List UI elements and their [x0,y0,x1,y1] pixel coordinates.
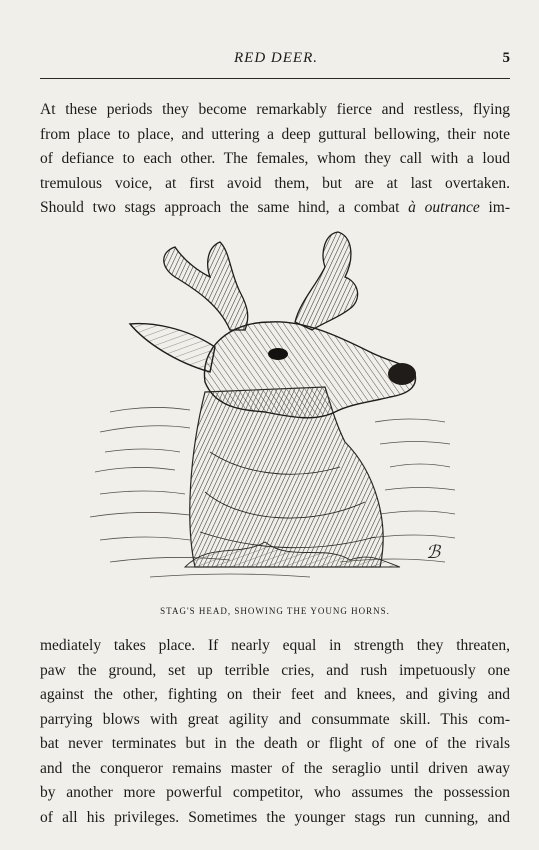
figure-caption: STAG'S HEAD, SHOWING THE YOUNG HORNS. [160,606,390,616]
text-segment: im- [479,199,510,216]
ear [130,324,215,372]
page-number: 5 [502,50,510,66]
text-line: parrying blows with great agility and consummate skill. This com- [40,710,510,728]
text-line: from place to place, and uttering a deep guttural bellowing, their note [40,125,510,143]
text-segment: Should two stags approach the same hind, a combat [40,199,409,216]
page-header [40,50,512,72]
text-line: by another more powerful competitor, who assumes the possession [40,784,510,801]
engraver-monogram: ℬ [426,542,441,562]
text-line: bat never terminates but in the death or flight of one of the rivals [40,735,510,752]
text-line: of defiance to each other. The females, whom they call with a loud [40,150,510,167]
text-line [40,196,510,221]
text-line: At these periods they become remarkably fierce and restless, flying [40,101,510,118]
italic-phrase: à outrance [408,199,480,216]
text-line: and the conqueror remains master of the seraglio until driven away [40,759,510,777]
text-line: paw the ground, set up terrible cries, and rush impetuously one [40,661,510,679]
paragraph-top [40,98,510,221]
header-rule [40,78,510,79]
running-title: RED DEER. [234,50,318,66]
text-line: tremulous voice, at first avoid them, but are at last overtaken. [40,174,510,192]
head [204,322,415,418]
text-line: mediately takes place. If nearly equal in strength they threaten, [40,637,510,654]
text-line: against the other, fighting on their feet and knees, and giving and [40,686,510,703]
eye [268,348,288,360]
antler-right [295,232,358,330]
text-line: of all his privileges. Sometimes the younger stags run cunning, and [40,808,510,826]
paragraph-bottom [40,634,510,830]
nose [388,363,416,385]
stag-head-engraving [90,222,460,590]
antler-left [164,242,248,330]
